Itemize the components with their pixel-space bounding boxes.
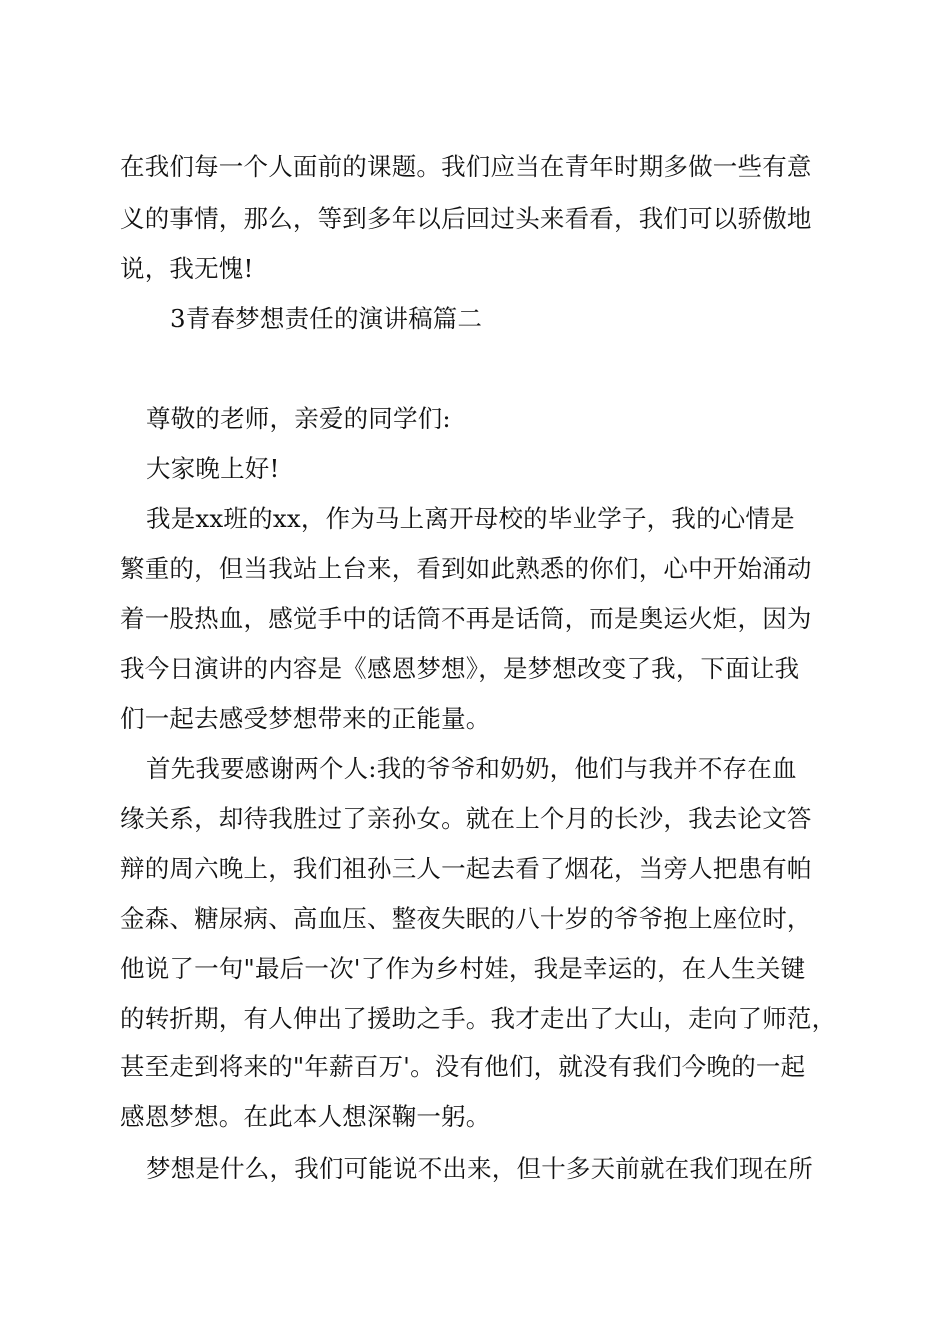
text-line: 在我们每一个人面前的课题。我们应当在青年时期多做一些有意: [120, 152, 812, 181]
text-line: 我今日演讲的内容是《感恩梦想》，是梦想改变了我，下面让我: [120, 654, 800, 683]
text-line: 缘关系，却待我胜过了亲孙女。就在上个月的长沙，我去论文答: [120, 804, 812, 833]
text-line: 他说了一句"最后一次'了作为乡村娃，我是幸运的，在人生关键: [120, 954, 806, 983]
text-line: 的转折期，有人伸出了援助之手。我才走出了大山，走向了师范，: [120, 1004, 837, 1033]
text-line: 金森、糖尿病、高血压、整夜失眠的八十岁的爷爷抱上座位时，: [120, 904, 812, 933]
greeting: 大家晚上好!: [146, 454, 280, 483]
text-line: 说，我无愧!: [120, 254, 254, 283]
text-line: 辩的周六晚上，我们祖孙三人一起去看了烟花，当旁人把患有帕: [120, 854, 812, 883]
text-line: 甚至走到将来的"年薪百万'。没有他们，就没有我们今晚的一起: [120, 1052, 806, 1081]
text-line: 首先我要感谢两个人:我的爷爷和奶奶，他们与我并不存在血: [146, 754, 797, 783]
text-line: 我是xx班的xx，作为马上离开母校的毕业学子，我的心情是: [146, 504, 795, 533]
text-line: 梦想是什么，我们可能说不出来，但十多天前就在我们现在所: [146, 1154, 813, 1183]
salutation: 尊敬的老师，亲爱的同学们:: [146, 404, 451, 433]
text-line: 着一股热血，感觉手中的话筒不再是话筒，而是奥运火炬，因为: [120, 604, 812, 633]
text-line: 感恩梦想。在此本人想深鞠一躬。: [120, 1102, 491, 1131]
text-line: 们一起去感受梦想带来的正能量。: [120, 704, 491, 733]
section-heading: 3青春梦想责任的演讲稿篇二: [170, 304, 483, 333]
text-line: 义的事情，那么，等到多年以后回过头来看看，我们可以骄傲地: [120, 204, 812, 233]
text-line: 繁重的，但当我站上台来，看到如此熟悉的你们，心中开始涌动: [120, 554, 812, 583]
